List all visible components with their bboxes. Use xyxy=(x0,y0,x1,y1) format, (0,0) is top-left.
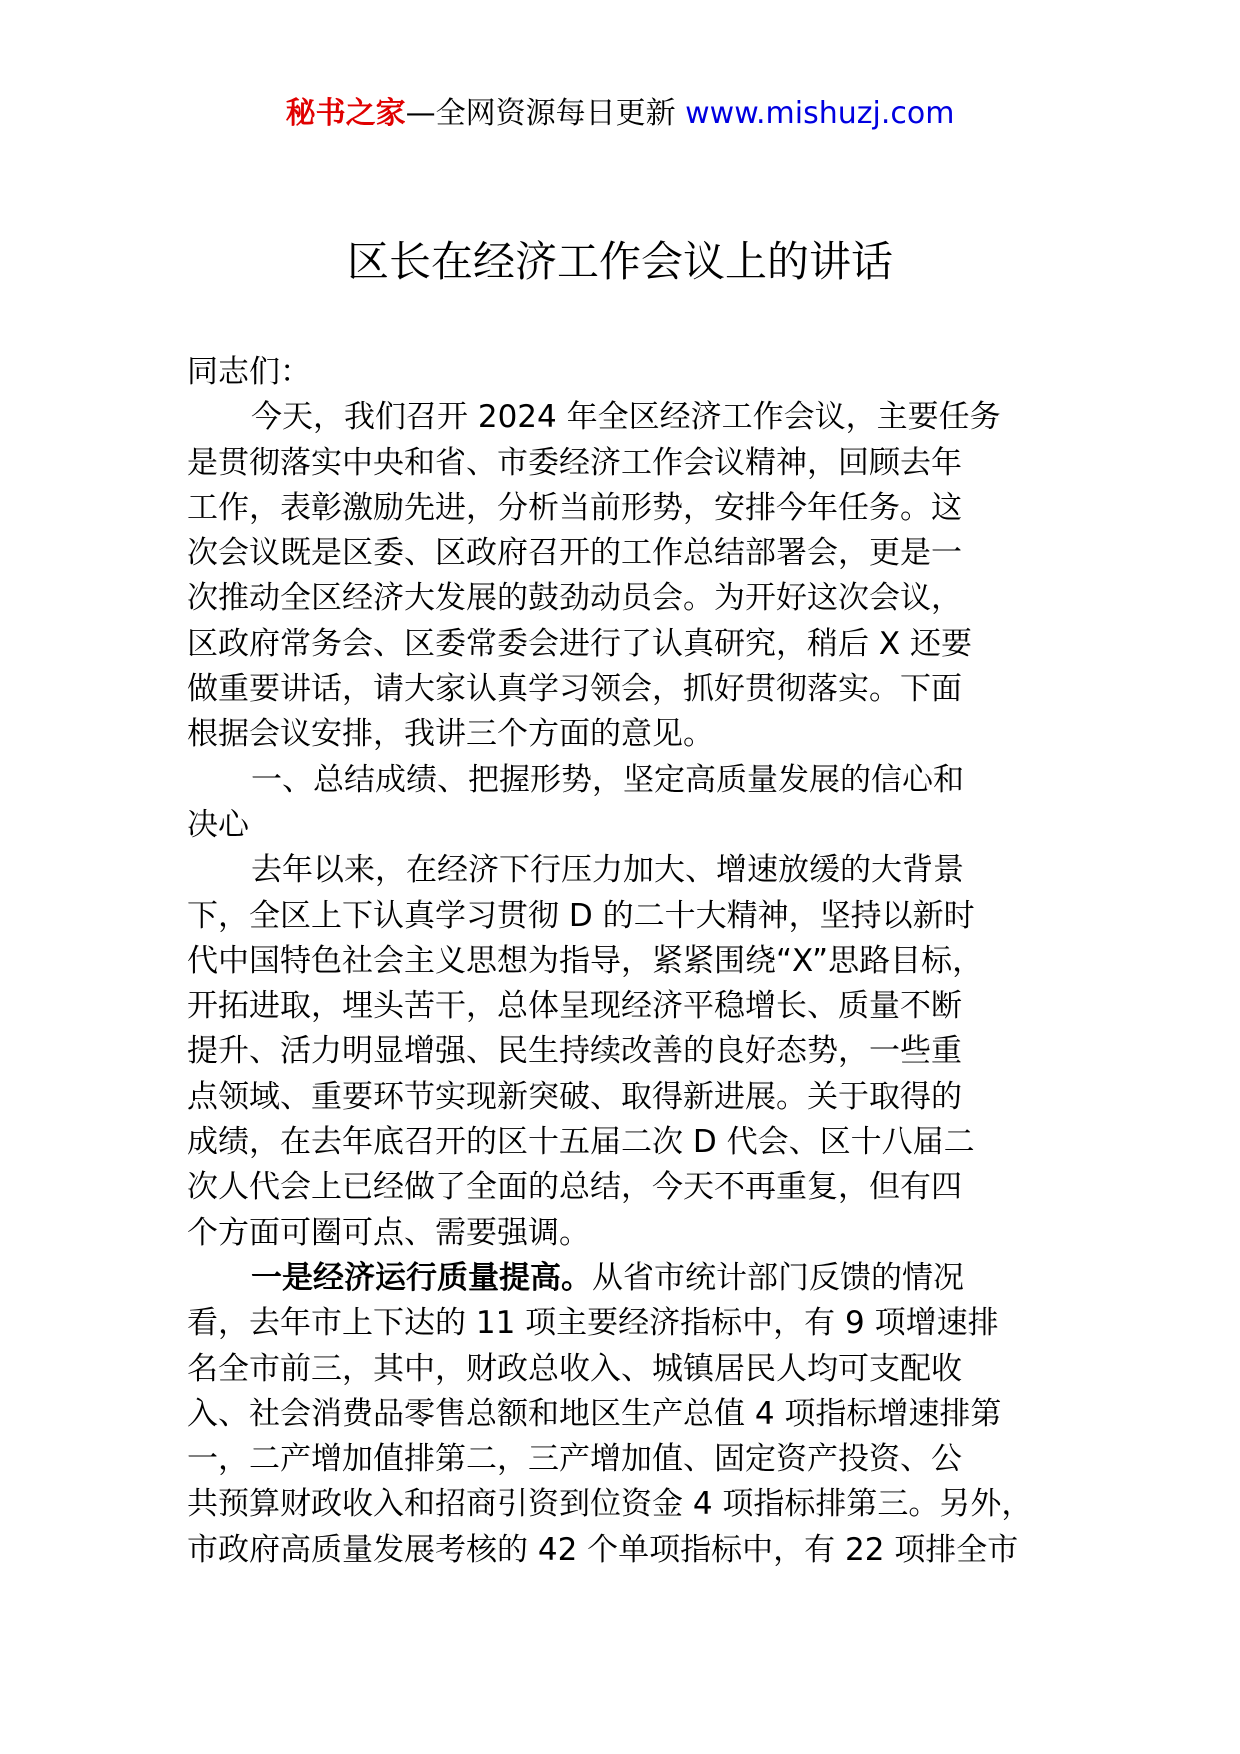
document-title: 区长在经济工作会议上的讲话 xyxy=(346,237,893,286)
paragraph-line: 次推动全区经济大发展的鼓劲动员会。为开好这次会议， xyxy=(187,580,962,617)
paragraph-line: 下，全区上下认真学习贯彻 D 的二十大精神，坚持以新时 xyxy=(187,897,975,934)
site-slogan: —全网资源每日更新 xyxy=(405,96,686,131)
paragraph-line: 代中国特色社会主义思想为指导，紧紧围绕“X”思路目标， xyxy=(187,942,984,979)
paragraph-line: 看，去年市上下达的 11 项主要经济指标中，有 9 项增速排 xyxy=(187,1305,999,1342)
paragraph-lead-rest: 从省市统计部门反馈的情况 xyxy=(592,1259,964,1296)
paragraph-line: 成绩，在去年底召开的区十五届二次 D 代会、区十八届二 xyxy=(187,1124,975,1161)
paragraph-line: 去年以来，在经济下行压力加大、增速放缓的大背景 xyxy=(251,852,964,889)
paragraph-line: 今天，我们召开 2024 年全区经济工作会议，主要任务 xyxy=(251,399,1001,436)
paragraph-line: 名全市前三，其中，财政总收入、城镇居民人均可支配收 xyxy=(187,1350,962,1387)
paragraph-line: 点领域、重要环节实现新突破、取得新进展。关于取得的 xyxy=(187,1078,962,1115)
paragraph-line: 共预算财政收入和招商引资到位资金 4 项指标排第三。另外， xyxy=(187,1486,1033,1523)
paragraph-line: 一，二产增加值排第二，三产增加值、固定资产投资、公 xyxy=(187,1441,962,1478)
paragraph-line: 是贯彻落实中央和省、市委经济工作会议精神，回顾去年 xyxy=(187,444,962,481)
site-url-link[interactable]: www.mishuzj.com xyxy=(685,96,955,131)
document-body xyxy=(187,350,1087,1573)
paragraph-line: 个方面可圈可点、需要强调。 xyxy=(187,1214,590,1251)
greeting: 同志们： xyxy=(187,354,311,390)
paragraph-line: 次会议既是区委、区政府召开的工作总结部署会，更是一 xyxy=(187,535,962,572)
paragraph-line: 根据会议安排，我讲三个方面的意见。 xyxy=(187,716,714,753)
paragraph-lead-bold: 一是经济运行质量提高。 xyxy=(251,1259,592,1296)
site-header xyxy=(0,94,1240,134)
paragraph-line: 市政府高质量发展考核的 42 个单项指标中，有 22 项排全市 xyxy=(187,1531,1019,1568)
section-heading-line: 一、总结成绩、把握形势，坚定高质量发展的信心和 xyxy=(251,761,964,798)
paragraph-line xyxy=(187,1256,1087,1301)
paragraph-line: 做重要讲话，请大家认真学习领会，抓好贯彻落实。下面 xyxy=(187,671,962,708)
paragraph-line: 入、社会消费品零售总额和地区生产总值 4 项指标增速排第 xyxy=(187,1395,1002,1432)
paragraph-line: 工作，表彰激励先进，分析当前形势，安排今年任务。这 xyxy=(187,489,962,526)
paragraph-line: 次人代会上已经做了全面的总结，今天不再重复，但有四 xyxy=(187,1169,962,1206)
paragraph-line: 区政府常务会、区委常委会进行了认真研究，稍后 X 还要 xyxy=(187,625,972,662)
paragraph-line: 提升、活力明显增强、民生持续改善的良好态势，一些重 xyxy=(187,1033,962,1070)
site-brand: 秘书之家 xyxy=(285,96,406,131)
section-heading-line: 决心 xyxy=(187,806,249,843)
paragraph-line: 开拓进取，埋头苦干，总体呈现经济平稳增长、质量不断 xyxy=(187,988,962,1025)
